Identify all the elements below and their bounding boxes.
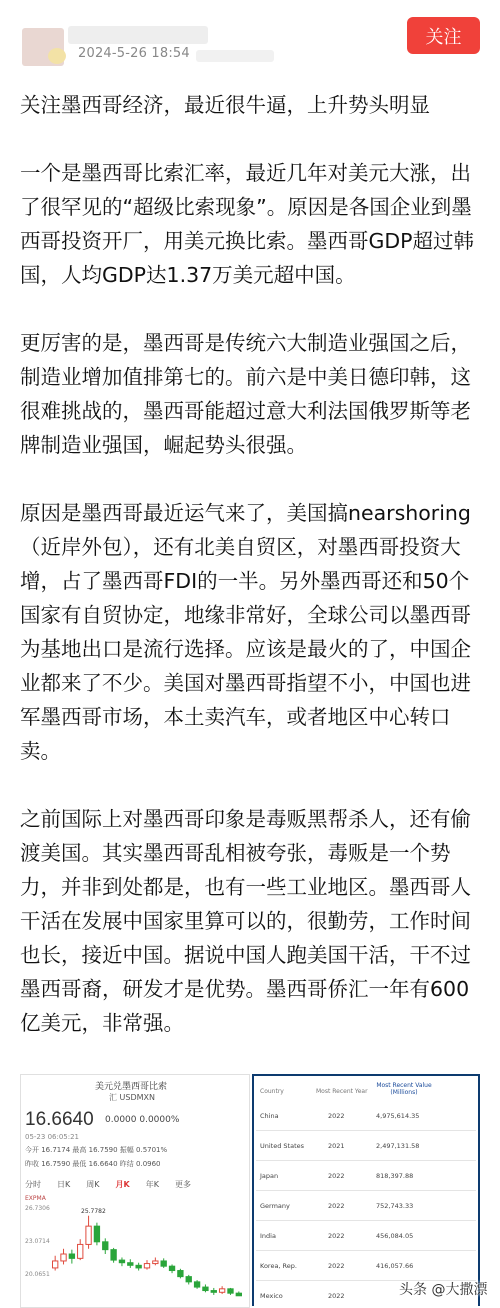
candle-body bbox=[211, 1291, 216, 1293]
candle-body bbox=[161, 1261, 166, 1266]
watermark: 头条 @大撒漂 bbox=[399, 1282, 488, 1298]
table-cell-year: 2021 bbox=[328, 1142, 345, 1150]
tab-period[interactable]: 分时 bbox=[25, 1180, 41, 1189]
usdmxn-quote-image[interactable] bbox=[20, 1074, 250, 1308]
table-cell-country: Mexico bbox=[260, 1292, 283, 1300]
annotation-label: 25.7782 bbox=[81, 1208, 106, 1215]
candle-body bbox=[78, 1244, 83, 1258]
post-paragraph: 一个是墨西哥比索汇率，最近几年对美元大涨，出了很罕见的“超级比索现象”。原因是各国企业到墨西哥投资开厂，用美元换比索。墨西哥GDP超过韩国，人均GDP达1.37万美元超中国。 bbox=[20, 161, 475, 287]
author-name-blurred[interactable] bbox=[68, 26, 208, 44]
candle-body bbox=[128, 1263, 133, 1266]
post-body bbox=[20, 88, 482, 1074]
tab-period-active[interactable]: 月K bbox=[115, 1180, 130, 1189]
post-header bbox=[0, 0, 500, 75]
candle-body bbox=[86, 1226, 91, 1244]
table-cell-year: 2022 bbox=[328, 1292, 345, 1300]
candle-body bbox=[119, 1260, 124, 1263]
table-cell-country: United States bbox=[260, 1142, 305, 1150]
quote-stats-row: 昨收 16.7590 最低 16.6640 昨结 0.0960 bbox=[25, 1160, 161, 1168]
table-cell-country: Germany bbox=[260, 1202, 290, 1210]
column-header: Country bbox=[260, 1088, 284, 1095]
tab-period[interactable]: 更多 bbox=[174, 1180, 191, 1189]
axis-mid-label: 20.0651 bbox=[25, 1271, 50, 1278]
candle-body bbox=[111, 1250, 116, 1260]
post-paragraph: 之前国际上对墨西哥印象是毒贩黑帮杀人，还有偷渡美国。其实墨西哥乱相被夸张，毒贩是一个势力，并非到处都是，也有一些工业地区。墨西哥人干活在发展中国家里算可以的，很勤劳，工作时间也长，接近中国。据说中国人跑美国干活，干不过墨西哥裔，研发才是优势。墨西哥侨汇一年有600亿美元，非常强。 bbox=[20, 807, 471, 1035]
quote-price: 16.6640 bbox=[25, 1109, 94, 1130]
post-timestamp: 2024-5-26 18:54 bbox=[78, 46, 190, 61]
post-paragraph: 原因是墨西哥最近运气来了，美国搞nearshoring（近岸外包），还有北美自贸区，对墨西哥投资大增，占了墨西哥FDI的一半。另外墨西哥还和50个国家有自贸协定，地缘非常好，全球公司以墨西哥为基地出口是流行选择。应该是最火的了，中国企业都来了不少。美国对墨西哥指望不小，中国也进军墨西哥市场，本土卖汽车，或者地区中心转口卖。 bbox=[20, 501, 471, 763]
candle-body bbox=[228, 1289, 233, 1293]
quote-change: 0.0000 0.0000% bbox=[105, 1115, 180, 1125]
candle-body bbox=[203, 1287, 208, 1290]
row-divider bbox=[256, 1130, 476, 1131]
column-header: Most Recent Value (Millions) bbox=[376, 1082, 432, 1096]
candle-body bbox=[219, 1289, 224, 1292]
row-divider bbox=[256, 1190, 476, 1191]
table-cell-value: 4,975,614.35 bbox=[376, 1112, 420, 1120]
candle-body bbox=[236, 1293, 241, 1296]
table-cell-value: 2,497,131.58 bbox=[376, 1142, 420, 1150]
table-cell-value: 818,397.88 bbox=[376, 1172, 414, 1180]
post-paragraph: 更厉害的是，墨西哥是传统六大制造业强国之后，制造业增加值排第七的。前六是中美日德印韩，这很难挑战的，墨西哥能超过意大利法国俄罗斯等老牌制造业强国，崛起势头很强。 bbox=[20, 331, 471, 457]
avatar-badge-icon bbox=[48, 48, 66, 64]
candle-body bbox=[69, 1254, 74, 1258]
candle-body bbox=[153, 1261, 158, 1264]
candle-body bbox=[194, 1282, 199, 1287]
candle-body bbox=[144, 1264, 149, 1268]
candle-body bbox=[136, 1265, 141, 1268]
table-cell-year: 2022 bbox=[328, 1232, 345, 1240]
country-table-image[interactable] bbox=[252, 1074, 480, 1306]
quote-date: 05-23 06:05:21 bbox=[25, 1133, 80, 1141]
axis-top-label: 26.7306 bbox=[25, 1205, 50, 1212]
table-cell-year: 2022 bbox=[328, 1202, 345, 1210]
table-cell-value: 752,743.33 bbox=[376, 1202, 414, 1210]
candle-body bbox=[94, 1226, 99, 1242]
candle-body bbox=[169, 1266, 174, 1270]
table-cell-year: 2022 bbox=[328, 1112, 345, 1120]
quote-stats-row: 今开 16.7174 最高 16.7590 振幅 0.5701% bbox=[25, 1146, 168, 1154]
row-divider bbox=[256, 1220, 476, 1221]
row-divider bbox=[256, 1160, 476, 1161]
tab-period[interactable]: 年K bbox=[145, 1180, 159, 1189]
table-cell-value: 456,084.05 bbox=[376, 1232, 414, 1240]
author-meta-blurred bbox=[196, 50, 274, 62]
follow-button[interactable]: 关注 bbox=[407, 17, 480, 54]
post-paragraph: 关注墨西哥经济，最近很牛逼，上升势头明显 bbox=[20, 93, 430, 117]
table-cell-country: Japan bbox=[260, 1172, 279, 1180]
row-divider bbox=[256, 1250, 476, 1251]
candle-body bbox=[61, 1254, 66, 1261]
candle-body bbox=[178, 1271, 183, 1277]
table-cell-value: 416,057.66 bbox=[376, 1262, 414, 1270]
tab-period[interactable]: 周K bbox=[86, 1180, 100, 1189]
axis-mid-label: 23.0714 bbox=[25, 1238, 50, 1245]
table-cell-year: 2022 bbox=[328, 1262, 345, 1270]
country-table bbox=[254, 1076, 478, 1306]
candle-body bbox=[53, 1261, 58, 1268]
table-cell-country: Korea, Rep. bbox=[260, 1262, 297, 1270]
ema-label: EXPMA bbox=[25, 1195, 46, 1202]
candlestick-chart bbox=[21, 1197, 249, 1307]
quote-title: 美元兑墨西哥比索 bbox=[95, 1082, 168, 1092]
candle-body bbox=[103, 1242, 108, 1250]
quote-code: 汇 USDMXN bbox=[109, 1093, 156, 1102]
tab-period[interactable]: 日K bbox=[57, 1180, 71, 1189]
candle-body bbox=[186, 1277, 191, 1282]
table-cell-country: India bbox=[260, 1232, 276, 1240]
chart-period-tabs bbox=[25, 1179, 245, 1191]
table-cell-year: 2022 bbox=[328, 1172, 345, 1180]
table-cell-country: China bbox=[260, 1112, 279, 1120]
column-header: Most Recent Year bbox=[316, 1088, 368, 1095]
